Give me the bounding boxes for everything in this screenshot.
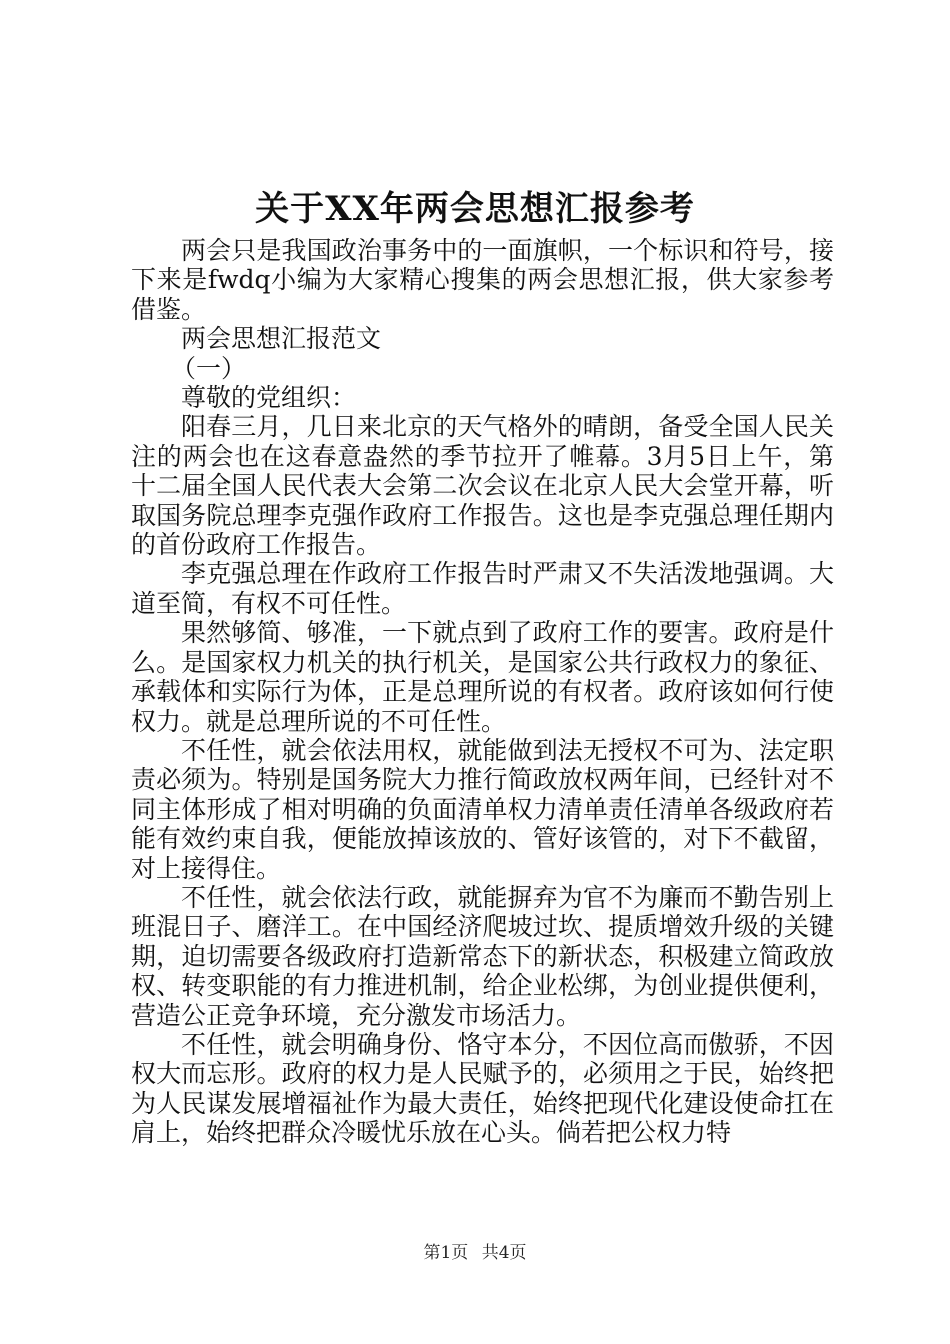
paragraph-body: 不任性，就会明确身份、恪守本分，不因位高而傲骄，不因权大而忘形。政府的权力是人民赋予的，必须用之于民，始终把为人民谋发展增福祉作为最大责任，始终把现代化建设使命扛在肩上，始终把群众冷暖忧乐放在心头。倘若把公权力特 — [131, 1029, 834, 1148]
paragraph-body: 李克强总理在作政府工作报告时严肃又不失活泼地强调。大道至简，有权不可任性。 — [131, 559, 834, 618]
paragraph-body: 不任性，就会依法用权，就能做到法无授权不可为、法定职责必须为。特别是国务院大力推行简政放权两年间，已经针对不同主体形成了相对明确的负面清单权力清单责任清单各级政府若能有效约束自我，便能放掉该放的、管好该管的，对下不截留，对上接得住。 — [131, 735, 834, 883]
page-number: 第1页 — [423, 1243, 469, 1263]
paragraph-section-heading: 两会思想汇报范文 — [181, 324, 382, 354]
page-footer — [0, 1242, 950, 1264]
paragraph-body: 阳春三月，几日来北京的天气格外的晴朗，备受全国人民关注的两会也在这春意盎然的季节拉开了帷幕。3月5日上午，第十二届全国人民代表大会第二次会议在北京人民大会堂开幕，听取国务院总理李克强作政府工作报告。这也是李克强总理任期内的首份政府工作报告。 — [131, 412, 834, 560]
document-body — [131, 236, 834, 1148]
paragraph-body: 不任性，就会依法行政，就能摒弃为官不为廉而不勤告别上班混日子、磨洋工。在中国经济爬坡过坎、提质增效升级的关键期，迫切需要各级政府打造新常态下的新状态，积极建立简政放权、转变职能的有力推进机制，给企业松绑，为创业提供便利，营造公正竞争环境，充分激发市场活力。 — [131, 882, 834, 1030]
page-total: 共4页 — [481, 1243, 527, 1263]
paragraph-section-number: （一） — [171, 353, 247, 383]
document-title: 关于XX年两会思想汇报参考 — [255, 189, 695, 229]
paragraph-body: 果然够简、够准，一下就点到了政府工作的要害。政府是什么。是国家权力机关的执行机关，是国家公共行政权力的象征、承载体和实际行为体，正是总理所说的有权者。政府该如何行使权力。就是总理所说的不可任性。 — [131, 618, 834, 736]
paragraph-salutation: 尊敬的党组织： — [181, 383, 357, 413]
paragraph-intro: 两会只是我国政治事务中的一面旗帜，一个标识和符号，接下来是fwdq小编为大家精心搜集的两会思想汇报，供大家参考借鉴。 — [131, 236, 834, 324]
